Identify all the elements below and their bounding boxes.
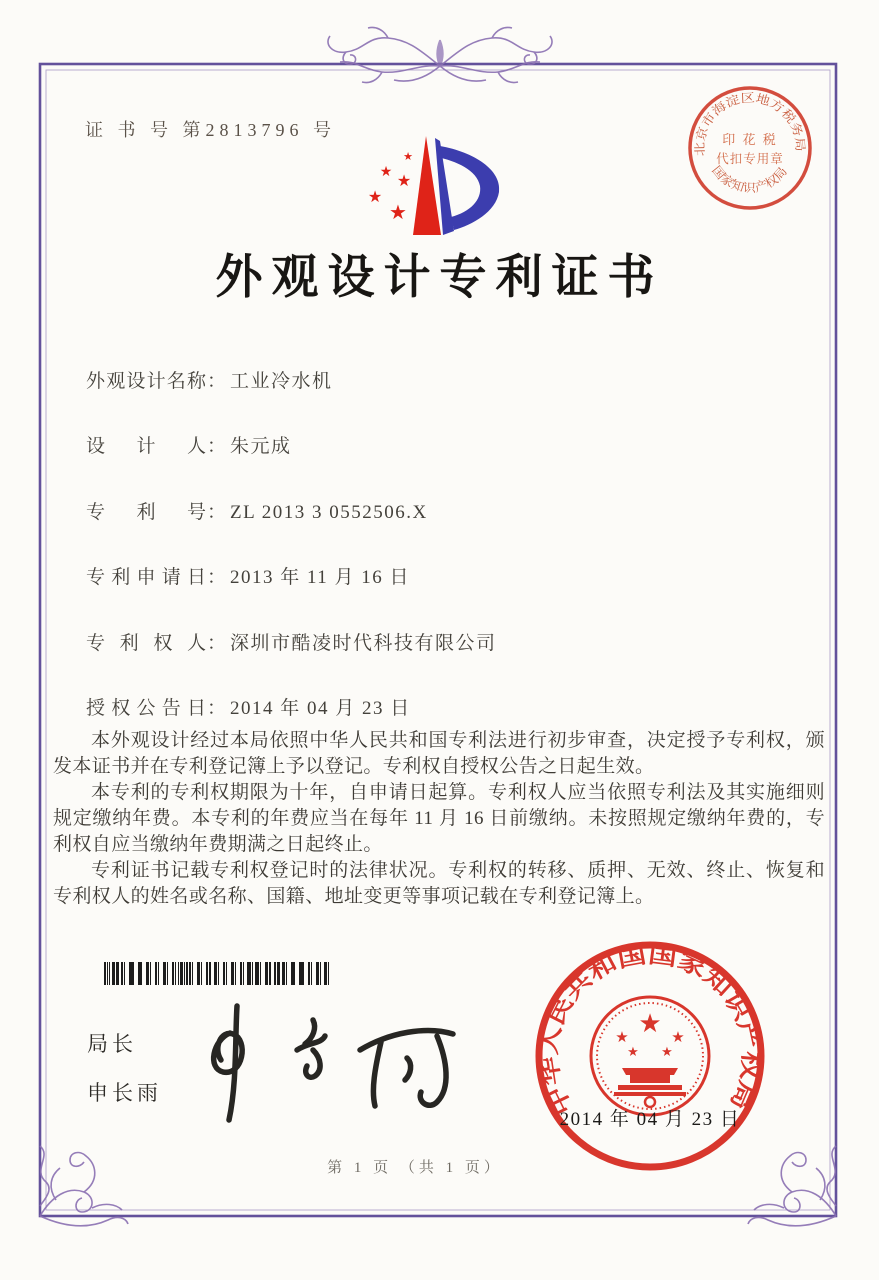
body-paragraph: 本外观设计经过本局依照中华人民共和国专利法进行初步审查，决定授予专利权，颁发本证书并在专利登记簿上予以登记。专利权自授权公告之日起生效。 [53,730,825,777]
seal-ring-text: 中华人民共和国国家知识产权局 [536,942,764,1119]
barcode [104,962,331,985]
svg-text:★: ★ [671,1028,685,1046]
field-label: 设计人 [86,436,206,457]
office-seal [530,936,770,1176]
national-emblem-icon [591,997,709,1115]
field-colon: ： [207,698,227,719]
top-flourish-ornament [328,27,552,82]
body-paragraph: 专利证书记载专利权登记时的法律状况。专利权的转移、质押、无效、终止、恢复和专利权人的姓名或名称、国籍、地址变更等事项记载在专利登记簿上。 [53,860,825,907]
svg-text:★: ★ [403,150,413,163]
field-row-designer [86,431,292,458]
field-row-design-name [86,366,333,393]
svg-text:★: ★ [627,1045,639,1060]
field-label: 专利权人 [86,633,206,654]
svg-text:★: ★ [638,1009,662,1039]
field-colon: ： [207,371,227,392]
svg-text:★: ★ [379,164,393,180]
field-row-patentee [86,628,497,655]
field-value: ZL 2013 3 0552506.X [230,502,428,523]
footer-page-info: 第 1 页 （共 1 页） [327,1160,503,1176]
certificate-number: 证 书 号 第2813796 号 [85,120,336,140]
field-colon: ： [207,436,227,457]
svg-text:★: ★ [389,200,407,224]
field-value: 朱元成 [230,436,292,457]
director-name: 申长雨 [87,1081,162,1105]
sipo-logo-icon [356,126,506,244]
seal-date: 2014 年 04 月 23 日 [559,1109,741,1130]
certificate-title: 外观设计专利证书 [215,252,664,304]
field-row-patent-no [86,497,428,524]
tax-stamp [686,84,814,212]
field-label: 外观设计名称 [86,371,206,392]
svg-text:★: ★ [615,1028,629,1046]
field-colon: ： [207,567,227,588]
body-paragraph: 本专利的专利权期限为十年，自申请日起算。专利权人应当依照专利法及其实施细则规定缴纳年费。本专利的年费应当在每年 11 月 16 日前缴纳。未按照规定缴纳年费的，专利权自应当缴纳年费期满之日起终止。 [53,782,825,855]
director-title: 局长 [87,1032,137,1056]
field-colon: ： [207,633,227,654]
tax-stamp-arc-top: 北京市海淀区地方税务局 [692,90,808,157]
legal-text-block [53,728,825,910]
svg-text:★: ★ [367,187,383,206]
svg-text:★: ★ [661,1045,673,1060]
field-value: 2014 年 04 月 23 日 [230,698,411,719]
field-row-filing-date [86,562,410,589]
field-label: 专利申请日 [86,567,206,588]
field-value: 深圳市酷凌时代科技有限公司 [230,633,497,654]
svg-text:国家知识产权局 [709,163,790,195]
field-value: 工业冷水机 [230,371,333,392]
tax-stamp-line1: 印 花 税 [722,132,778,147]
director-block [87,1028,162,1107]
field-value: 2013 年 11 月 16 日 [230,567,411,588]
field-colon: ： [207,502,227,523]
field-label: 授权公告日 [86,698,206,719]
tax-stamp-line2: 代扣专用章 [716,152,784,166]
director-signature [185,998,485,1128]
field-label: 专利号 [86,502,206,523]
svg-text:★: ★ [396,171,412,190]
field-row-grant-date [86,693,411,720]
tax-stamp-arc-bottom: 国家知识产权局 [709,163,790,195]
